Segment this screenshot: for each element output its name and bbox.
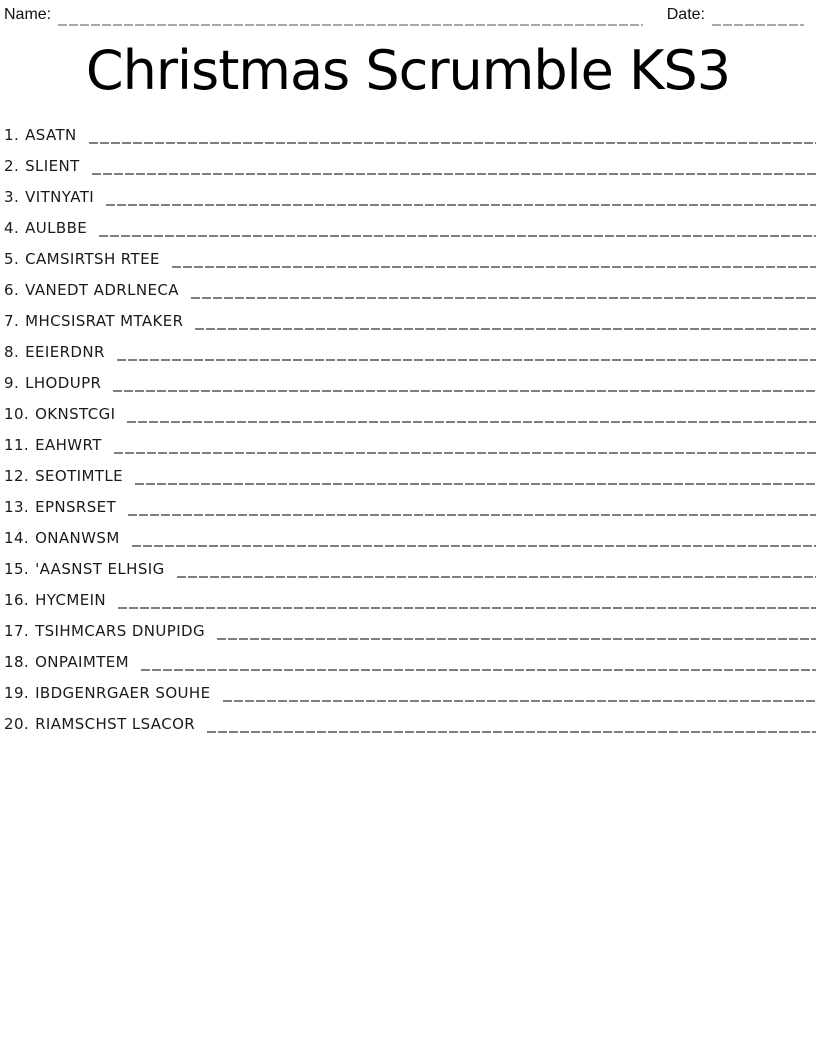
scramble-item xyxy=(4,306,816,337)
scramble-item xyxy=(4,275,816,306)
scrambled-word: HYCMEIN xyxy=(35,591,107,609)
scrambled-word: 'AASNST ELHSIG xyxy=(35,560,165,578)
answer-line xyxy=(127,421,816,423)
scramble-item xyxy=(4,616,816,647)
answer-line xyxy=(191,297,816,299)
item-number: 14. xyxy=(4,529,30,547)
scrambled-word: CAMSIRTSH RTEE xyxy=(25,250,160,268)
item-number: 1. xyxy=(4,126,20,144)
answer-line xyxy=(106,204,816,206)
answer-line xyxy=(223,700,816,702)
scrambled-word: AULBBE xyxy=(25,219,88,237)
scrambled-word: EPNSRSET xyxy=(35,498,117,516)
answer-line xyxy=(118,607,816,609)
name-label: Name: xyxy=(4,6,52,23)
scrambled-word: IBDGENRGAER SOUHE xyxy=(35,684,211,702)
answer-line xyxy=(172,266,816,268)
scrambled-word: ONANWSM xyxy=(35,529,120,547)
scrambled-word: ONPAIMTEM xyxy=(35,653,129,671)
item-number: 13. xyxy=(4,498,30,516)
answer-line xyxy=(117,359,816,361)
scrambled-word: VANEDT ADRLNECA xyxy=(25,281,179,299)
worksheet-title: Christmas Scrumble KS3 xyxy=(85,39,731,102)
scramble-item xyxy=(4,337,816,368)
answer-line xyxy=(92,173,816,175)
date-label: Date: xyxy=(666,6,705,23)
scramble-item xyxy=(4,213,816,244)
scramble-list xyxy=(0,120,816,740)
name-blank-line xyxy=(58,24,643,26)
scramble-item xyxy=(4,182,816,213)
scrambled-word: SEOTIMTLE xyxy=(35,467,123,485)
item-number: 5. xyxy=(4,250,20,268)
answer-line xyxy=(195,328,816,330)
item-number: 11. xyxy=(4,436,30,454)
scrambled-word: TSIHMCARS DNUPIDG xyxy=(35,622,206,640)
scrambled-word: SLIENT xyxy=(25,157,80,175)
answer-line xyxy=(99,235,816,237)
answer-line xyxy=(135,483,816,485)
scramble-item xyxy=(4,399,816,430)
answer-line xyxy=(141,669,816,671)
answer-line xyxy=(114,452,816,454)
scrambled-word: EEIERDNR xyxy=(25,343,105,361)
scramble-item xyxy=(4,678,816,709)
answer-line xyxy=(132,545,816,547)
date-blank-line xyxy=(712,24,804,26)
answer-line xyxy=(89,142,816,144)
scrambled-word: OKNSTCGI xyxy=(35,405,116,423)
scramble-item xyxy=(4,709,816,740)
item-number: 9. xyxy=(4,374,20,392)
item-number: 17. xyxy=(4,622,30,640)
scrambled-word: ASATN xyxy=(25,126,77,144)
item-number: 16. xyxy=(4,591,30,609)
item-number: 18. xyxy=(4,653,30,671)
scramble-item xyxy=(4,120,816,151)
scrambled-word: MHCSISRAT MTAKER xyxy=(25,312,184,330)
scramble-item xyxy=(4,585,816,616)
answer-line xyxy=(113,390,816,392)
item-number: 20. xyxy=(4,715,30,733)
item-number: 3. xyxy=(4,188,20,206)
scrambled-word: VITNYATI xyxy=(25,188,95,206)
scrambled-word: EAHWRT xyxy=(35,436,102,454)
item-number: 12. xyxy=(4,467,30,485)
scramble-item xyxy=(4,368,816,399)
item-number: 15. xyxy=(4,560,30,578)
scramble-item xyxy=(4,554,816,585)
item-number: 10. xyxy=(4,405,30,423)
scramble-item xyxy=(4,461,816,492)
scramble-item xyxy=(4,647,816,678)
answer-line xyxy=(207,731,816,733)
answer-line xyxy=(177,576,816,578)
item-number: 4. xyxy=(4,219,20,237)
answer-line xyxy=(128,514,816,516)
item-number: 7. xyxy=(4,312,20,330)
scramble-item xyxy=(4,492,816,523)
item-number: 8. xyxy=(4,343,20,361)
item-number: 2. xyxy=(4,157,20,175)
scramble-item xyxy=(4,523,816,554)
scrambled-word: LHODUPR xyxy=(25,374,102,392)
scrambled-word: RIAMSCHST LSACOR xyxy=(35,715,196,733)
scramble-item xyxy=(4,430,816,461)
answer-line xyxy=(217,638,816,640)
item-number: 6. xyxy=(4,281,20,299)
item-number: 19. xyxy=(4,684,30,702)
scramble-item xyxy=(4,151,816,182)
header xyxy=(0,4,816,30)
scramble-item xyxy=(4,244,816,275)
